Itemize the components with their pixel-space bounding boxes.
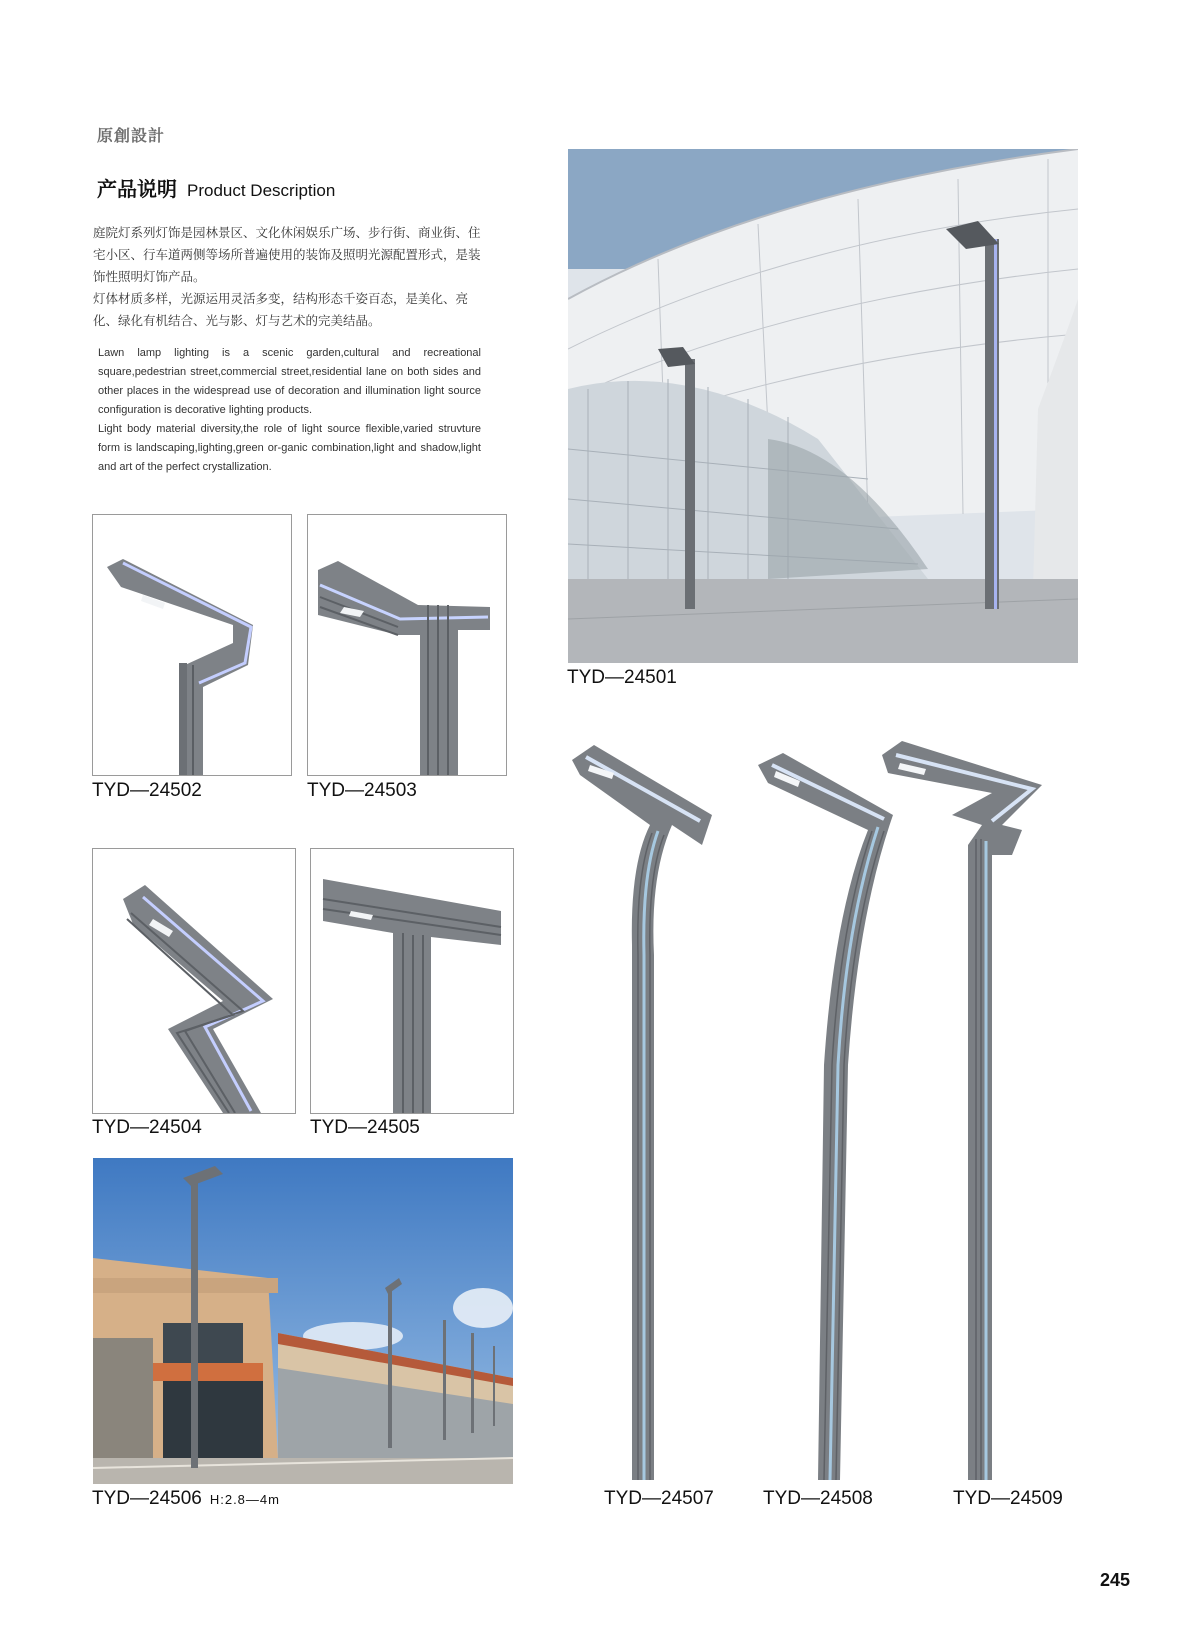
product-frame-24505 [310, 848, 514, 1114]
description-cn-line: 庭院灯系列灯饰是园林景区、文化休闲娱乐广场、步行街、商业街、住宅小区、行车道两侧等场所普遍使用的装饰及照明光源配置形式，是装饰性照明灯饰产品。 [93, 225, 481, 284]
product-image-24507 [572, 735, 722, 1485]
product-label-24506 [92, 1488, 280, 1510]
product-frame-24503 [307, 514, 507, 776]
section-tag: 原創設計 [97, 126, 166, 145]
description-cn [93, 222, 483, 332]
product-label-24507: TYD—24507 [604, 1488, 714, 1509]
title-cn: 产品说明 [97, 177, 177, 201]
description-en-line: Light body material diversity,the role of light source flexible,varied struvture form is landscaping,lighting,green or-ganic combination,light and shadow,light and art of the perfect crystallization. [98, 423, 481, 473]
title-en: Product Description [187, 181, 336, 200]
product-label-24504: TYD—24504 [92, 1117, 202, 1138]
product-label-24505: TYD—24505 [310, 1117, 420, 1138]
product-model-24506: TYD—24506 [92, 1488, 202, 1509]
product-image-24509 [882, 735, 1052, 1485]
product-spec-24506: H:2.8—4m [209, 1492, 280, 1507]
product-frame-24502 [92, 514, 292, 776]
product-label-24502: TYD—24502 [92, 780, 202, 801]
page-title [97, 173, 335, 202]
product-label-24501: TYD—24501 [567, 667, 677, 688]
description-cn-line: 灯体材质多样，光源运用灵活多变，结构形态千姿百态，是美化、亮化、绿化有机结合、光与影、灯与艺术的完美结晶。 [93, 291, 469, 328]
product-label-24508: TYD—24508 [763, 1488, 873, 1509]
page-number: 245 [1100, 1570, 1131, 1590]
product-frame-24504 [92, 848, 296, 1114]
description-en-line: Lawn lamp lighting is a scenic garden,cultural and recreational square,pedestrian street,commercial street,residential lane on both sides and other places in the widespread use of decoration and illumination light source configuration is decorative lighting products. [98, 347, 481, 416]
product-photo-24506 [93, 1158, 513, 1484]
product-photo-24501 [568, 149, 1078, 663]
description-en [98, 344, 481, 477]
product-label-24509: TYD—24509 [953, 1488, 1063, 1509]
product-label-24503: TYD—24503 [307, 780, 417, 801]
